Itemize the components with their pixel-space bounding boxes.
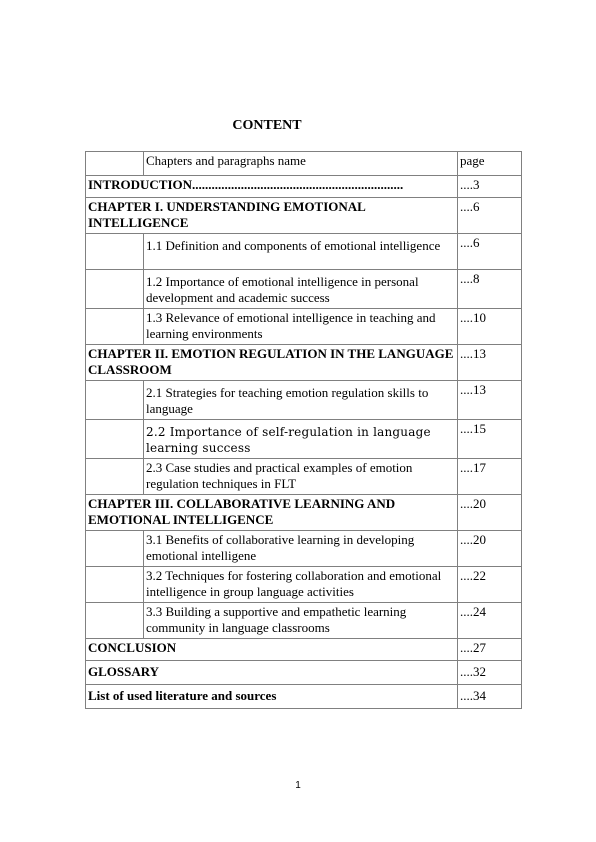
toc-page-chapter-2: ....13 [458,345,522,381]
toc-entry-3-1: 3.1 Benefits of collaborative learning in developing emotional intelligene [144,531,458,567]
toc-indent-cell [86,603,144,639]
toc-entry-3-2: 3.2 Techniques for fostering collaboration and emotional intelligence in group language activities [144,567,458,603]
toc-row-2-3 [86,459,522,495]
toc-header-name: Chapters and paragraphs name [144,152,458,176]
toc-row-conclusion [86,639,522,661]
toc-entry-conclusion: CONCLUSION [86,639,458,661]
toc-entry-chapter-3: CHAPTER III. COLLABORATIVE LEARNING AND EMOTIONAL INTELLIGENCE [86,495,458,531]
toc-page-glossary: ....32 [458,661,522,685]
page-title: CONTENT [232,118,302,133]
toc-entry-chapter-1: CHAPTER I. UNDERSTANDING EMOTIONAL INTELLIGENCE [86,198,458,234]
toc-indent-cell [86,270,144,309]
toc-indent-cell [86,309,144,345]
toc-entry-1-1: 1.1 Definition and components of emotional intelligence [144,234,458,270]
toc-page-chapter-3: ....20 [458,495,522,531]
toc-page-3-1: ....20 [458,531,522,567]
toc-entry-2-2: 2.2 Importance of self-regulation in language learning success [144,420,458,459]
toc-row-chapter-3 [86,495,522,531]
toc-row-glossary [86,661,522,685]
toc-entry-1-3: 1.3 Relevance of emotional intelligence in teaching and learning environments [144,309,458,345]
toc-indent-cell [86,381,144,420]
toc-entry-chapter-2: CHAPTER II. EMOTION REGULATION IN THE LANGUAGE CLASSROOM [86,345,458,381]
toc-page-3-2: ....22 [458,567,522,603]
toc-row-1-2 [86,270,522,309]
toc-page-chapter-1: ....6 [458,198,522,234]
toc-entry-3-3: 3.3 Building a supportive and empathetic learning community in language classrooms [144,603,458,639]
toc-row-introduction [86,176,522,198]
toc-indent-cell [86,567,144,603]
toc-row-2-2 [86,420,522,459]
toc-page-1-1: ....6 [458,234,522,270]
toc-row-literature [86,685,522,709]
toc-header-row [86,152,522,176]
toc-row-chapter-2 [86,345,522,381]
toc-page-3-3: ....24 [458,603,522,639]
toc-indent-cell [86,531,144,567]
toc-page-1-3: ....10 [458,309,522,345]
toc-entry-literature: List of used literature and sources [86,685,458,709]
toc-entry-introduction: INTRODUCTION................................................................. [86,176,458,198]
toc-row-chapter-1 [86,198,522,234]
toc-entry-2-1: 2.1 Strategies for teaching emotion regulation skills to language [144,381,458,420]
toc-page-1-2: ....8 [458,270,522,309]
toc-indent-cell [86,234,144,270]
toc-entry-1-2: 1.2 Importance of emotional intelligence in personal development and academic success [144,270,458,309]
toc-indent-cell [86,459,144,495]
toc-page-2-3: ....17 [458,459,522,495]
toc-row-3-1 [86,531,522,567]
toc-indent-cell [86,420,144,459]
toc-row-3-2 [86,567,522,603]
toc-page-introduction: ....3 [458,176,522,198]
toc-header-empty-cell [86,152,144,176]
toc-row-1-1 [86,234,522,270]
toc-entry-2-3: 2.3 Case studies and practical examples of emotion regulation techniques in FLT [144,459,458,495]
toc-row-2-1 [86,381,522,420]
toc-page-2-1: ....13 [458,381,522,420]
table-of-contents [85,151,522,709]
page-number: 1 [295,780,301,791]
toc-entry-glossary: GLOSSARY [86,661,458,685]
toc-page-conclusion: ....27 [458,639,522,661]
toc-page-literature: ....34 [458,685,522,709]
toc-header-page: page [458,152,522,176]
toc-row-1-3 [86,309,522,345]
toc-row-3-3 [86,603,522,639]
toc-page-2-2: ....15 [458,420,522,459]
